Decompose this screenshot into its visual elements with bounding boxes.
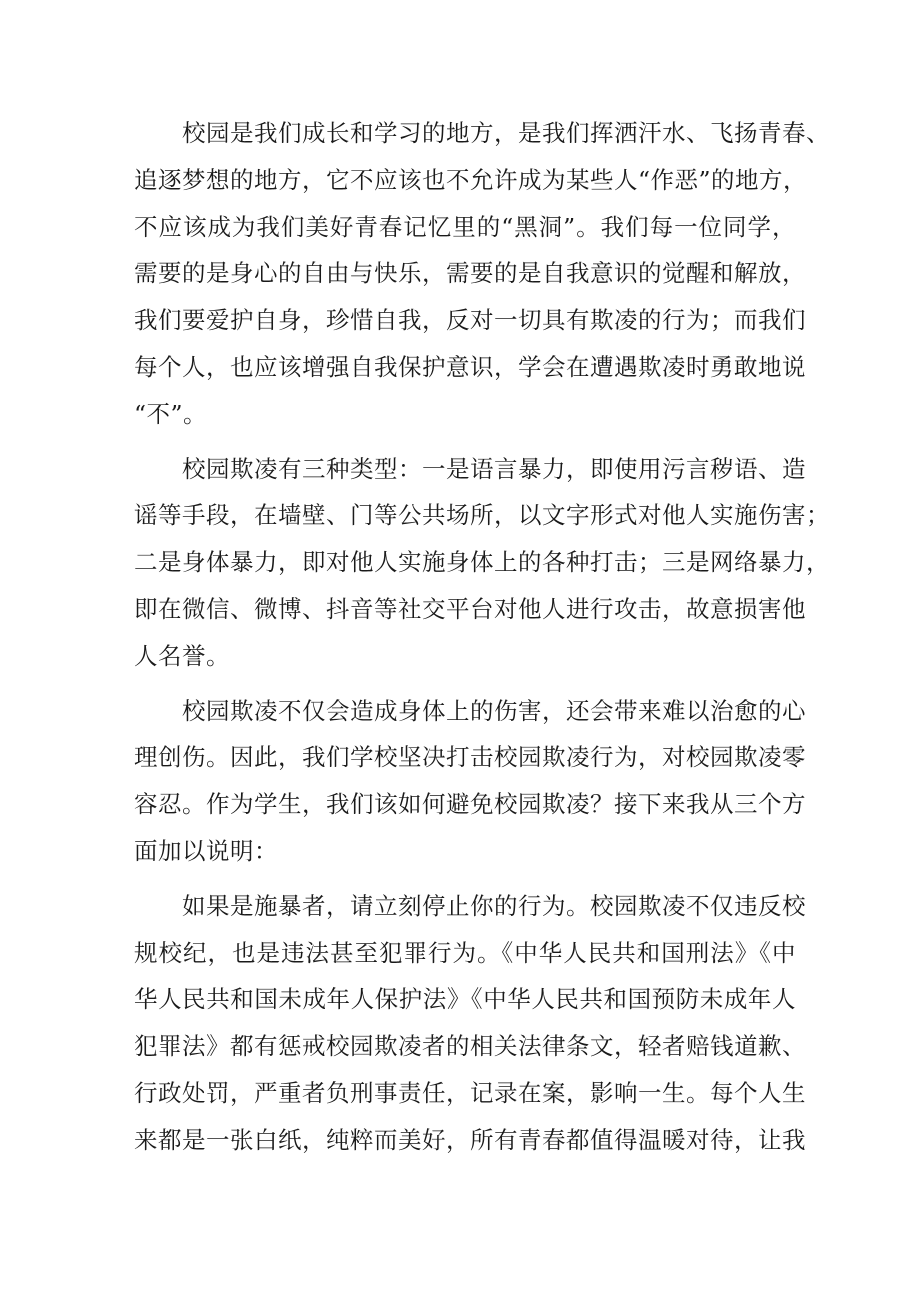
- paragraph-line: 行政处罚，严重者负刑事责任，记录在案，影响一生。每个人生: [134, 1078, 806, 1107]
- paragraph-line: 如果是施暴者，请立刻停止你的行为。校园欺凌不仅违反校: [182, 891, 806, 920]
- paragraph-line: 犯罪法》都有惩戒校园欺凌者的相关法律条文，轻者赔钱道歉、: [134, 1032, 806, 1061]
- paragraph-line: 我们要爱护自身，珍惜自我，反对一切具有欺凌的行为；而我们: [134, 306, 806, 335]
- paragraph-line: 理创伤。因此，我们学校坚决打击校园欺凌行为，对校园欺凌零: [134, 743, 806, 772]
- paragraph-gap: [134, 438, 796, 446]
- paragraph-line: 二是身体暴力，即对他人实施身体上的各种打击；三是网络暴力，: [134, 548, 830, 577]
- paragraph-line: “不”。: [134, 399, 208, 428]
- paragraph-1: [134, 110, 830, 438]
- paragraph-line: 不应该成为我们美好青春记忆里的“黑洞”。我们每一位同学，: [134, 212, 796, 241]
- paragraph-line: 每个人，也应该增强自我保护意识，学会在遭遇欺凌时勇敢地说: [134, 352, 806, 381]
- paragraph-gap: [134, 875, 796, 883]
- paragraph-line: 需要的是身心的自由与快乐，需要的是自我意识的觉醒和解放，: [134, 259, 806, 288]
- paragraph-line: 人名誉。: [134, 641, 230, 670]
- paragraph-gap: [134, 680, 796, 688]
- paragraph-line: 面加以说明：: [134, 836, 278, 865]
- paragraph-line: 来都是一张白纸，纯粹而美好，所有青春都值得温暖对待，让我: [134, 1125, 806, 1154]
- paragraph-4: [134, 883, 806, 1164]
- paragraph-line: 校园欺凌有三种类型：一是语言暴力，即使用污言秽语、造: [182, 454, 806, 483]
- paragraph-line: 校园欺凌不仅会造成身体上的伤害，还会带来难以治愈的心: [182, 696, 806, 725]
- paragraph-3: [134, 688, 806, 875]
- paragraph-line: 华人民共和国未成年人保护法》《中华人民共和国预防未成年人: [134, 985, 796, 1014]
- paragraph-line: 规校纪，也是违法甚至犯罪行为。《中华人民共和国刑法》《中: [134, 938, 796, 967]
- paragraph-line: 追逐梦想的地方，它不应该也不允许成为某些人“作恶”的地方，: [134, 165, 808, 194]
- paragraph-line: 校园是我们成长和学习的地方，是我们挥洒汗水、飞扬青春、: [182, 119, 830, 147]
- paragraph-line: 即在微信、微博、抖音等社交平台对他人进行攻击，故意损害他: [134, 594, 806, 623]
- document-body: [134, 110, 830, 1164]
- paragraph-2: [134, 446, 830, 680]
- paragraph-line: 容忍。作为学生，我们该如何避免校园欺凌？接下来我从三个方: [134, 790, 806, 819]
- paragraph-line: 谣等手段，在墙壁、门等公共场所，以文字形式对他人实施伤害；: [134, 501, 830, 530]
